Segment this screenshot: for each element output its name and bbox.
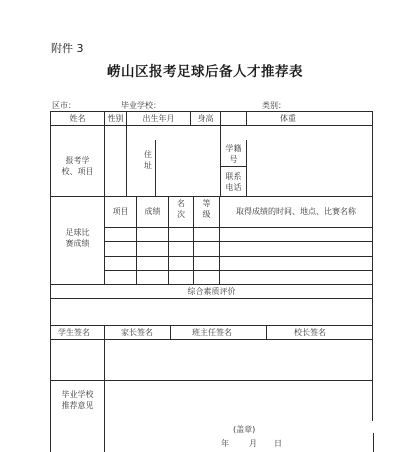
- date-year-label: 年: [221, 439, 229, 448]
- principal-signature-label: 校长签名: [294, 328, 326, 337]
- details-header: 取得成绩的时间、地点、比赛名称: [236, 207, 356, 216]
- date-month-label: 月: [249, 439, 257, 448]
- row-divider: [104, 270, 373, 271]
- row-divider: [50, 298, 373, 299]
- column-divider: [155, 140, 156, 197]
- column-divider: [170, 325, 171, 340]
- table-border-right: [372, 111, 373, 421]
- birth-date-label: 出生年月: [142, 114, 175, 123]
- row-divider: [104, 227, 373, 228]
- row-divider: [50, 339, 373, 340]
- category-label: 类别：: [262, 101, 286, 110]
- weight-label: 体重: [280, 114, 296, 123]
- form-title: 崂山区报考足球后备人才推荐表: [107, 64, 303, 80]
- student-id-label: 学籍 号: [225, 144, 242, 164]
- recommendation-label: 毕业学校 推荐意见: [61, 390, 94, 410]
- item-header: 项目: [112, 207, 129, 216]
- column-divider: [104, 111, 105, 285]
- address-label: 住 址: [144, 150, 152, 170]
- row-divider: [50, 125, 373, 126]
- name-label: 姓名: [69, 114, 86, 123]
- district-label: 区市：: [52, 101, 76, 110]
- row-divider: [50, 380, 373, 381]
- score-header: 成绩: [144, 207, 161, 216]
- evaluation-label: 综合素质评价: [187, 287, 236, 296]
- seal-label: (盖章): [233, 425, 256, 434]
- column-divider: [246, 111, 247, 126]
- row-divider: [50, 325, 373, 326]
- column-divider: [104, 325, 105, 452]
- column-divider: [266, 325, 267, 340]
- date-day-label: 日: [274, 439, 282, 448]
- table-border-right: [373, 433, 374, 452]
- football-results-label: 足球比 赛成绩: [65, 228, 90, 248]
- teacher-signature-label: 班主任签名: [192, 328, 232, 337]
- contact-phone-label: 联系 电话: [225, 172, 242, 192]
- row-divider: [104, 256, 373, 257]
- attachment-label: 附件 3: [51, 42, 84, 55]
- table-border-top: [50, 111, 373, 112]
- column-divider: [246, 140, 247, 197]
- student-signature-label: 学生签名: [58, 328, 90, 337]
- rank-header: 名 次: [177, 199, 185, 219]
- height-label: 身高: [197, 114, 214, 123]
- applied-school-label: 报考学 校、项目: [61, 156, 94, 176]
- gender-label: 性别: [107, 114, 124, 123]
- row-divider: [50, 196, 373, 197]
- graduation-school-label: 毕业学校：: [121, 101, 161, 110]
- parent-signature-label: 家长签名: [121, 328, 153, 337]
- row-divider: [104, 241, 373, 242]
- row-divider: [220, 166, 246, 167]
- row-divider: [50, 284, 373, 285]
- grade-header: 等 级: [202, 199, 211, 219]
